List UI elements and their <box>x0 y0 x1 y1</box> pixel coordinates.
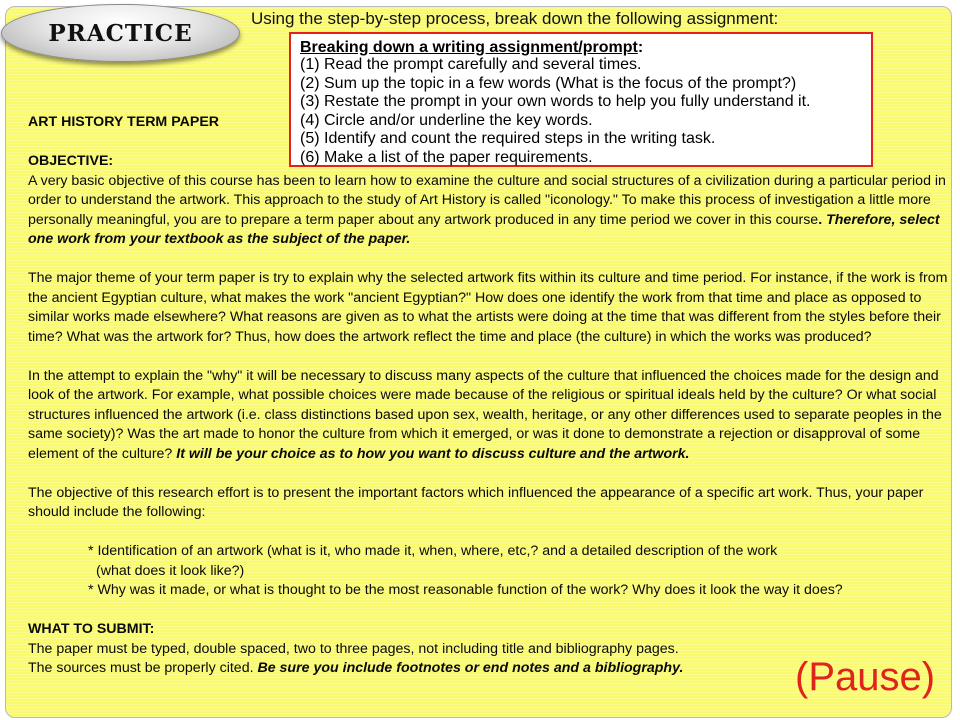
instruction-text: Using the step-by-step process, break down the following assignment: <box>251 9 779 28</box>
pause-label: (Pause) <box>795 655 936 699</box>
step-item: (6) Make a list of the paper requirements. <box>300 148 593 166</box>
objective-emphasis: Therefore, select one work from your textbook as the subject of the paper. <box>28 211 940 247</box>
steps-title-text: Breaking down a writing assignment/prompt <box>300 39 638 56</box>
submit-text: The sources must be properly cited. <box>28 660 258 676</box>
objective-period: . <box>818 211 827 228</box>
practice-badge-label: PRACTICE <box>48 19 193 47</box>
submit-emphasis: Be sure you include footnotes or end notes and a bibliography. <box>257 660 684 676</box>
step-item: (2) Sum up the topic in a few words (What is the focus of the prompt?) <box>300 74 797 92</box>
why-emphasis: It will be your choice as to how you want to discuss culture and the artwork. <box>176 445 690 462</box>
theme-paragraph: The major theme of your term paper is try to explain why the selected artwork fits within its culture and time period. For instance, if the work is from the ancient Egyptian culture, what makes the work "ancient Egyptian?" How does one identify the work from that time and place as opposed to similar works made elsewhere? What reasons are given as to what the artists were doing at the time that was different from the styles before their time? What was the artwork for? Thus, how does the artwork reflect the time and place (the culture) in which the works was produced? <box>28 270 948 345</box>
assignment-text <box>28 113 948 679</box>
why-paragraph <box>28 367 948 465</box>
submit-heading: WHAT TO SUBMIT: <box>28 621 155 637</box>
steps-title-colon: : <box>637 39 644 56</box>
steps-title <box>300 39 871 56</box>
why-text: In the attempt to explain the "why" it will be necessary to discuss many aspects of the culture that influenced the choices made for the design and look of the artwork. For example, what possible choices were made because of the religious or spiritual ideals held by the culture? Or what social structures influenced the artwork (i.e. class distinctions based upon sex, wealth, heritage, or any other differences used to separate peoples in the same society)? Was the art made to honor the culture from which it emerged, or was it done to demonstrate a rejection or disapproval of some element of the culture? <box>28 367 942 462</box>
bullet-identification: * Identification of an artwork (what is it, who made it, when, where, etc,? and a detailed description of the work <box>88 543 778 559</box>
bullet-function: * Why was it made, or what is thought to be the most reasonable function of the work? Why does it look the way it does? <box>88 582 843 598</box>
objective-heading: OBJECTIVE: <box>28 153 114 169</box>
bullet-identification-cont: (what does it look like?) <box>96 562 245 579</box>
practice-badge <box>1 4 240 62</box>
assignment-title: ART HISTORY TERM PAPER <box>28 114 220 130</box>
step-item: (5) Identify and count the required steps in the writing task. <box>300 130 716 147</box>
research-paragraph: The objective of this research effort is to present the important factors which influenced the appearance of a specific art work. Thus, your paper should include the following: <box>28 484 924 520</box>
submit-line-1: The paper must be typed, double spaced, two to three pages, not including title and bibliography pages. <box>28 640 679 657</box>
objective-text: A very basic objective of this course has been to learn how to examine the culture and social structures of a civilization during a particular period in order to understand the artwork. This approach to the study of Art History is called "iconology." To make this process of investigation a little more personally meaningful, you are to prepare a term paper about any artwork produced in any time period we cover in this course <box>28 172 946 228</box>
step-item: (1) Read the prompt carefully and several times. <box>300 56 642 73</box>
step-item: (3) Restate the prompt in your own words to help you fully understand it. <box>300 93 811 110</box>
step-item: (4) Circle and/or underline the key words. <box>300 111 593 129</box>
objective-paragraph <box>28 172 948 250</box>
